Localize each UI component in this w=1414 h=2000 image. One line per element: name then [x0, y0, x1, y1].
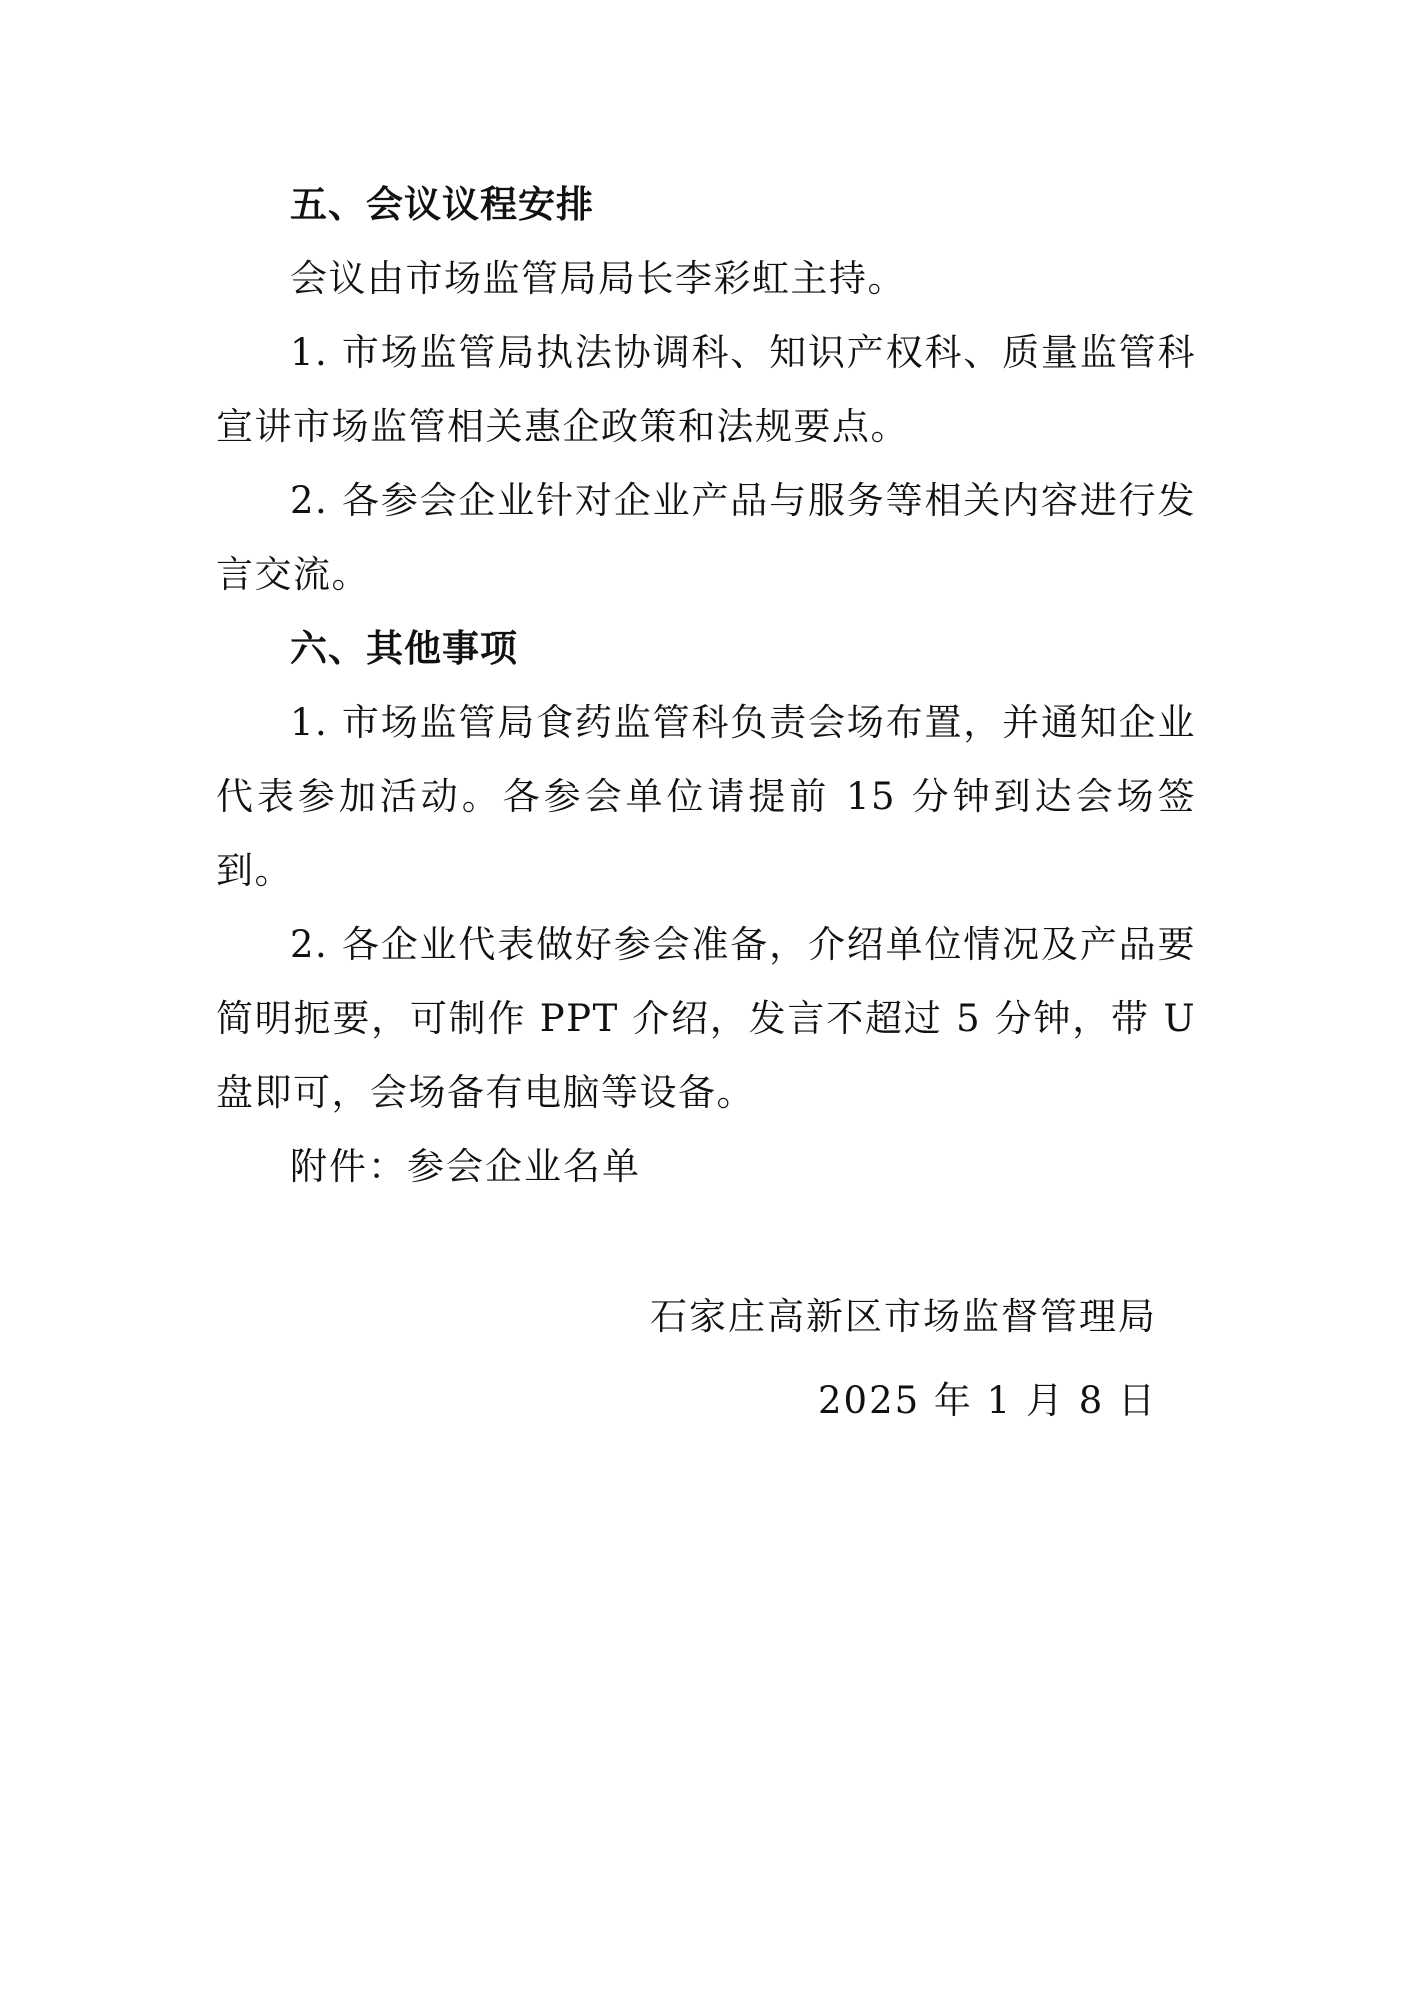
section-6-item-1: 1. 市场监管局食药监管科负责会场布置，并通知企业代表参加活动。各参会单位请提前 15 分钟到达会场签到。 [216, 701, 1196, 892]
section-5-intro: 会议由市场监管局局长李彩虹主持。 [290, 257, 906, 300]
section-5-item-2: 2. 各参会企业针对企业产品与服务等相关内容进行发言交流。 [216, 479, 1196, 596]
section-6-heading: 六、其他事项 [290, 627, 518, 670]
section-5-heading: 五、会议议程安排 [290, 183, 594, 226]
attachment-line: 附件：参会企业名单 [290, 1145, 641, 1188]
document-body [216, 168, 1196, 1204]
section-5-item-1: 1. 市场监管局执法协调科、知识产权科、质量监管科宣讲市场监管相关惠企政策和法规要点。 [216, 331, 1196, 448]
section-6-item-2: 2. 各企业代表做好参会准备，介绍单位情况及产品要简明扼要，可制作 PPT 介绍，发言不超过 5 分钟，带 U 盘即可，会场备有电脑等设备。 [216, 923, 1196, 1114]
issuing-organization: 石家庄高新区市场监督管理局 [650, 1295, 1157, 1338]
issue-date: 2025 年 1 月 8 日 [818, 1379, 1158, 1422]
